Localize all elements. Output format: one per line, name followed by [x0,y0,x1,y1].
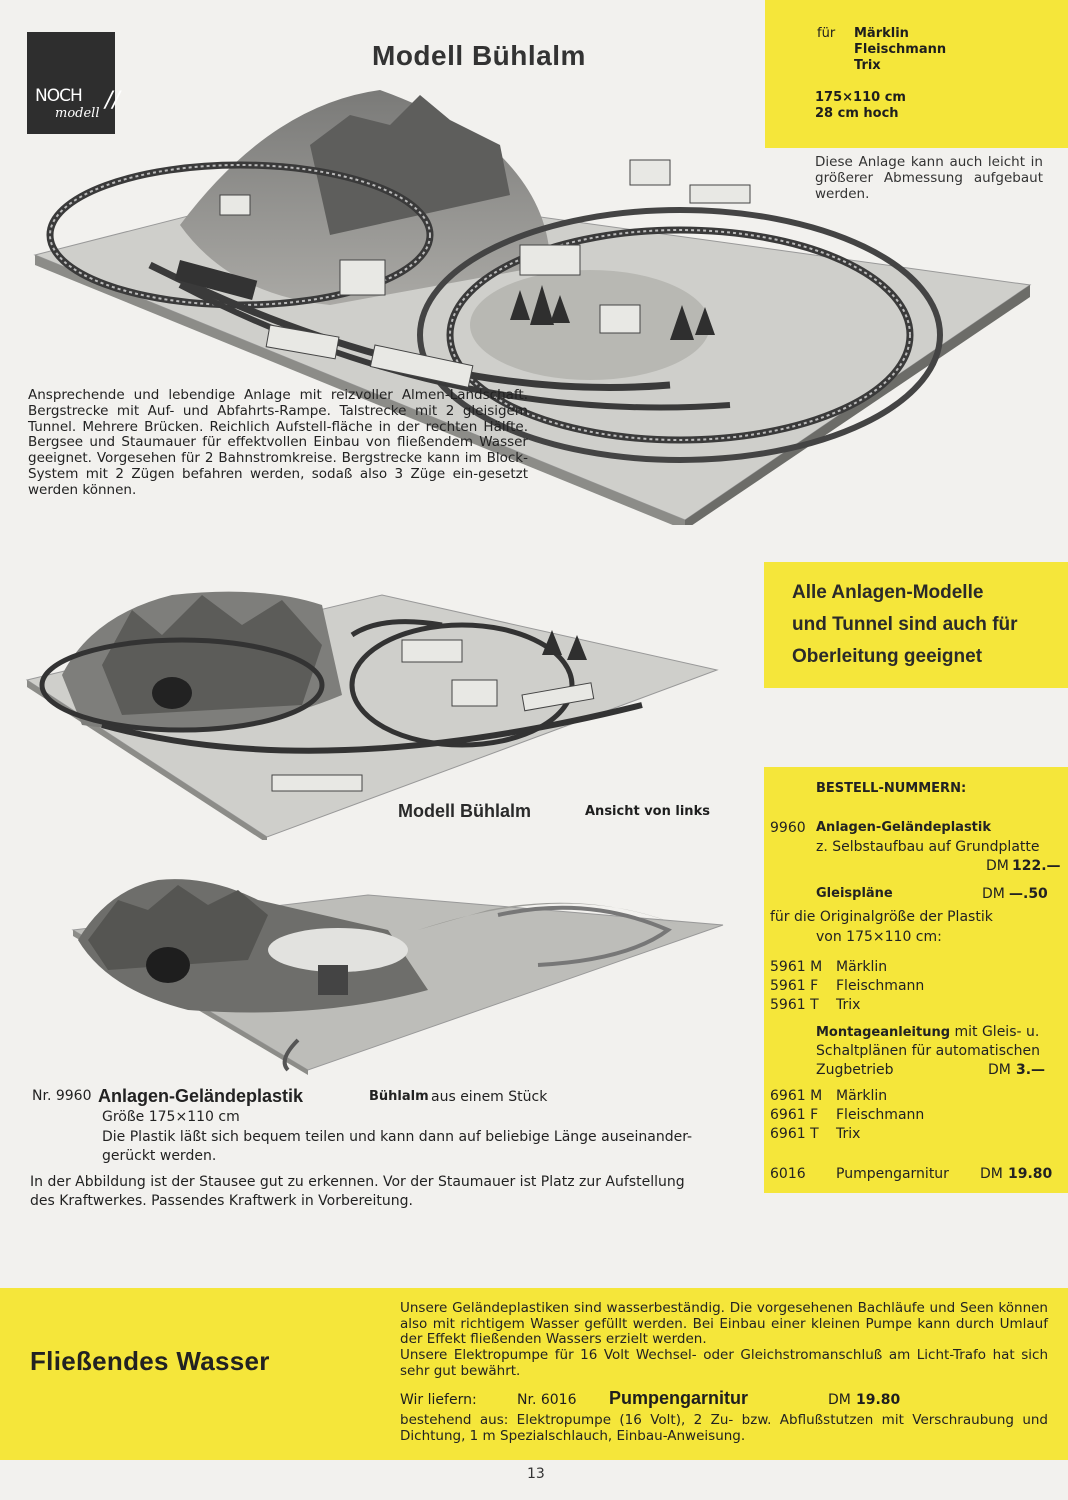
flowing-water-text-1: Unsere Geländeplastiken sind wasserbeständig. Die vorgesehenen Bachläufe und Seen können also mit richtigem Wasser gefüllt werden. Bei Einbau einer kleinen Pumpe kann durch Umlauf der Effekt fließenden Wassers erzielt werden. [400,1300,1048,1347]
page-number: 13 [527,1466,545,1482]
flowing-water-heading: Fließendes Wasser [30,1346,270,1376]
list-item: 5961 M [770,959,823,975]
plastik-size: Größe 175×110 cm [102,1109,240,1125]
page-title: Modell Bühlalm [372,40,586,71]
order-name-gleisplaene: Gleispläne [816,886,893,901]
order-name-pumpengarnitur: Pumpengarnitur [836,1166,949,1182]
layout-description: Ansprechende und lebendige Anlage mit reizvoller Almen-Landschaft. Bergstrecke mit Auf- und Abfahrts-Rampe. Talstrecke mit 2 gleisigem Tunnel. Mehrere Brücken. Reichlich Aufstell-fläche in der rechten Hälfte. Bergsee und Staumauer für effektvollen Einbau von fließendem Wasser geeignet. Vorgesehen für 2 Bahnstromkreise. Bergstrecke kann im Block-System mit 2 Zügen befahren werden, sodaß also 3 Züge ein-gesetzt werden können. [28,387,528,498]
order-dm-label: DM [980,1166,1003,1182]
order-dm-label: DM [986,858,1009,874]
pump-nr: Nr. 6016 [517,1392,577,1408]
left-view-label: Ansicht von links [585,804,710,819]
logo-slash-mark: // [105,88,120,113]
order-name-gelaendeplastik: Anlagen-Geländeplastik [816,820,991,835]
pump-name: Pumpengarnitur [609,1388,749,1408]
flowing-water-text-2: Unsere Elektropumpe für 16 Volt Wechsel- oder Gleichstromanschluß am Licht-Trafo hat sich sehr gut bewährt. [400,1347,1048,1379]
order-numbers-box [764,767,1068,1193]
list-item: 6961 M [770,1088,823,1104]
left-view-model-name: Modell Bühlalm [398,801,532,821]
brand-fleischmann: Fleischmann [854,42,947,57]
order-price-gleisplaene: —.50 [1009,886,1048,902]
plastik-desc-1: Die Plastik läßt sich bequem teilen und kann dann auf beliebige Länge auseinander- [102,1129,693,1145]
order-dm-label: DM [982,886,1005,902]
order-heading: BESTELL-NUMMERN: [816,781,967,796]
order-desc-gleisplaene-2: von 175×110 cm: [816,929,942,945]
order-dm-label: DM [988,1062,1011,1078]
list-item-name: Trix [836,1126,861,1142]
order-price-montage: 3.— [1016,1062,1046,1078]
list-item-name: Märklin [836,959,888,975]
wir-liefern-label: Wir liefern: [400,1392,477,1408]
left-view-caption [398,801,710,822]
plastik-name: Anlagen-Geländeplastik [98,1086,304,1106]
brand-trix: Trix [854,58,881,73]
list-item-name: Fleischmann [836,1107,925,1123]
plastik-sub: Bühlalm [369,1089,429,1104]
flowing-water-band [0,1288,1068,1460]
brand-list [854,26,946,74]
order-montage-desc-2: Zugbetrieb [816,1062,894,1078]
order-desc-gleisplaene-1: für die Originalgröße der Plastik [770,909,993,925]
pump-contents: bestehend aus: Elektropumpe (16 Volt), 2 Zu- bzw. Abflußstutzen mit Verschraubung und Dichtung, 1 m Spezialschlauch, Einbau-Anweisung. [400,1412,1048,1444]
dimension-size: 175×110 cm [815,90,906,105]
plastik-note-2: des Kraftwerkes. Passendes Kraftwerk in Vorbereitung. [30,1193,413,1209]
pump-price: 19.80 [856,1392,901,1408]
plastik-rest: aus einem Stück [431,1089,548,1105]
overhead-line-text-3: Oberleitung geeignet [792,646,983,667]
enlargement-note: Diese Anlage kann auch leicht in größerer Abmessung aufgebaut werden. [815,154,1043,202]
list-item-name: Märklin [836,1088,888,1104]
order-montage: Montageanleitung mit Gleis- u. [816,1024,1040,1040]
pump-dm-label: DM [828,1392,851,1408]
logo-text-modell: modell [55,106,100,121]
brand-marklin: Märklin [854,26,909,41]
order-desc-gelaendeplastik: z. Selbstaufbau auf Grundplatte [816,839,1040,855]
order-price-pumpengarnitur: 19.80 [1008,1166,1053,1182]
list-item: 5961 T [770,997,819,1013]
order-price-gelaendeplastik: 122.— [1012,858,1061,874]
order-montage-desc: Schaltplänen für automatischen [816,1043,1041,1059]
terrain-plastic-photo [68,870,728,1075]
overhead-line-text-1: Alle Anlagen-Modelle [792,582,984,603]
list-item-name: Trix [836,997,861,1013]
overhead-line-text-2: und Tunnel sind auch für [792,614,1018,635]
list-item-name: Fleischmann [836,978,925,994]
overhead-line-box [764,562,1068,688]
list-item: 5961 F [770,978,819,994]
layout-photo-left-view [22,575,722,840]
logo-text-noch: NOCH [35,86,82,106]
order-nr-6016: 6016 [770,1166,806,1182]
list-item: 6961 F [770,1107,819,1123]
list-item: 6961 T [770,1126,819,1142]
plastik-note-1: In der Abbildung ist der Stausee gut zu erkennen. Vor der Staumauer ist Platz zur Aufstellung [30,1174,685,1190]
plastik-nr: Nr. 9960 [32,1088,92,1104]
fur-label: für [817,26,836,41]
plastik-caption [32,1086,548,1106]
order-nr-9960: 9960 [770,820,806,836]
dimension-height: 28 cm hoch [815,106,899,121]
plastik-desc-2: gerückt werden. [102,1148,217,1164]
